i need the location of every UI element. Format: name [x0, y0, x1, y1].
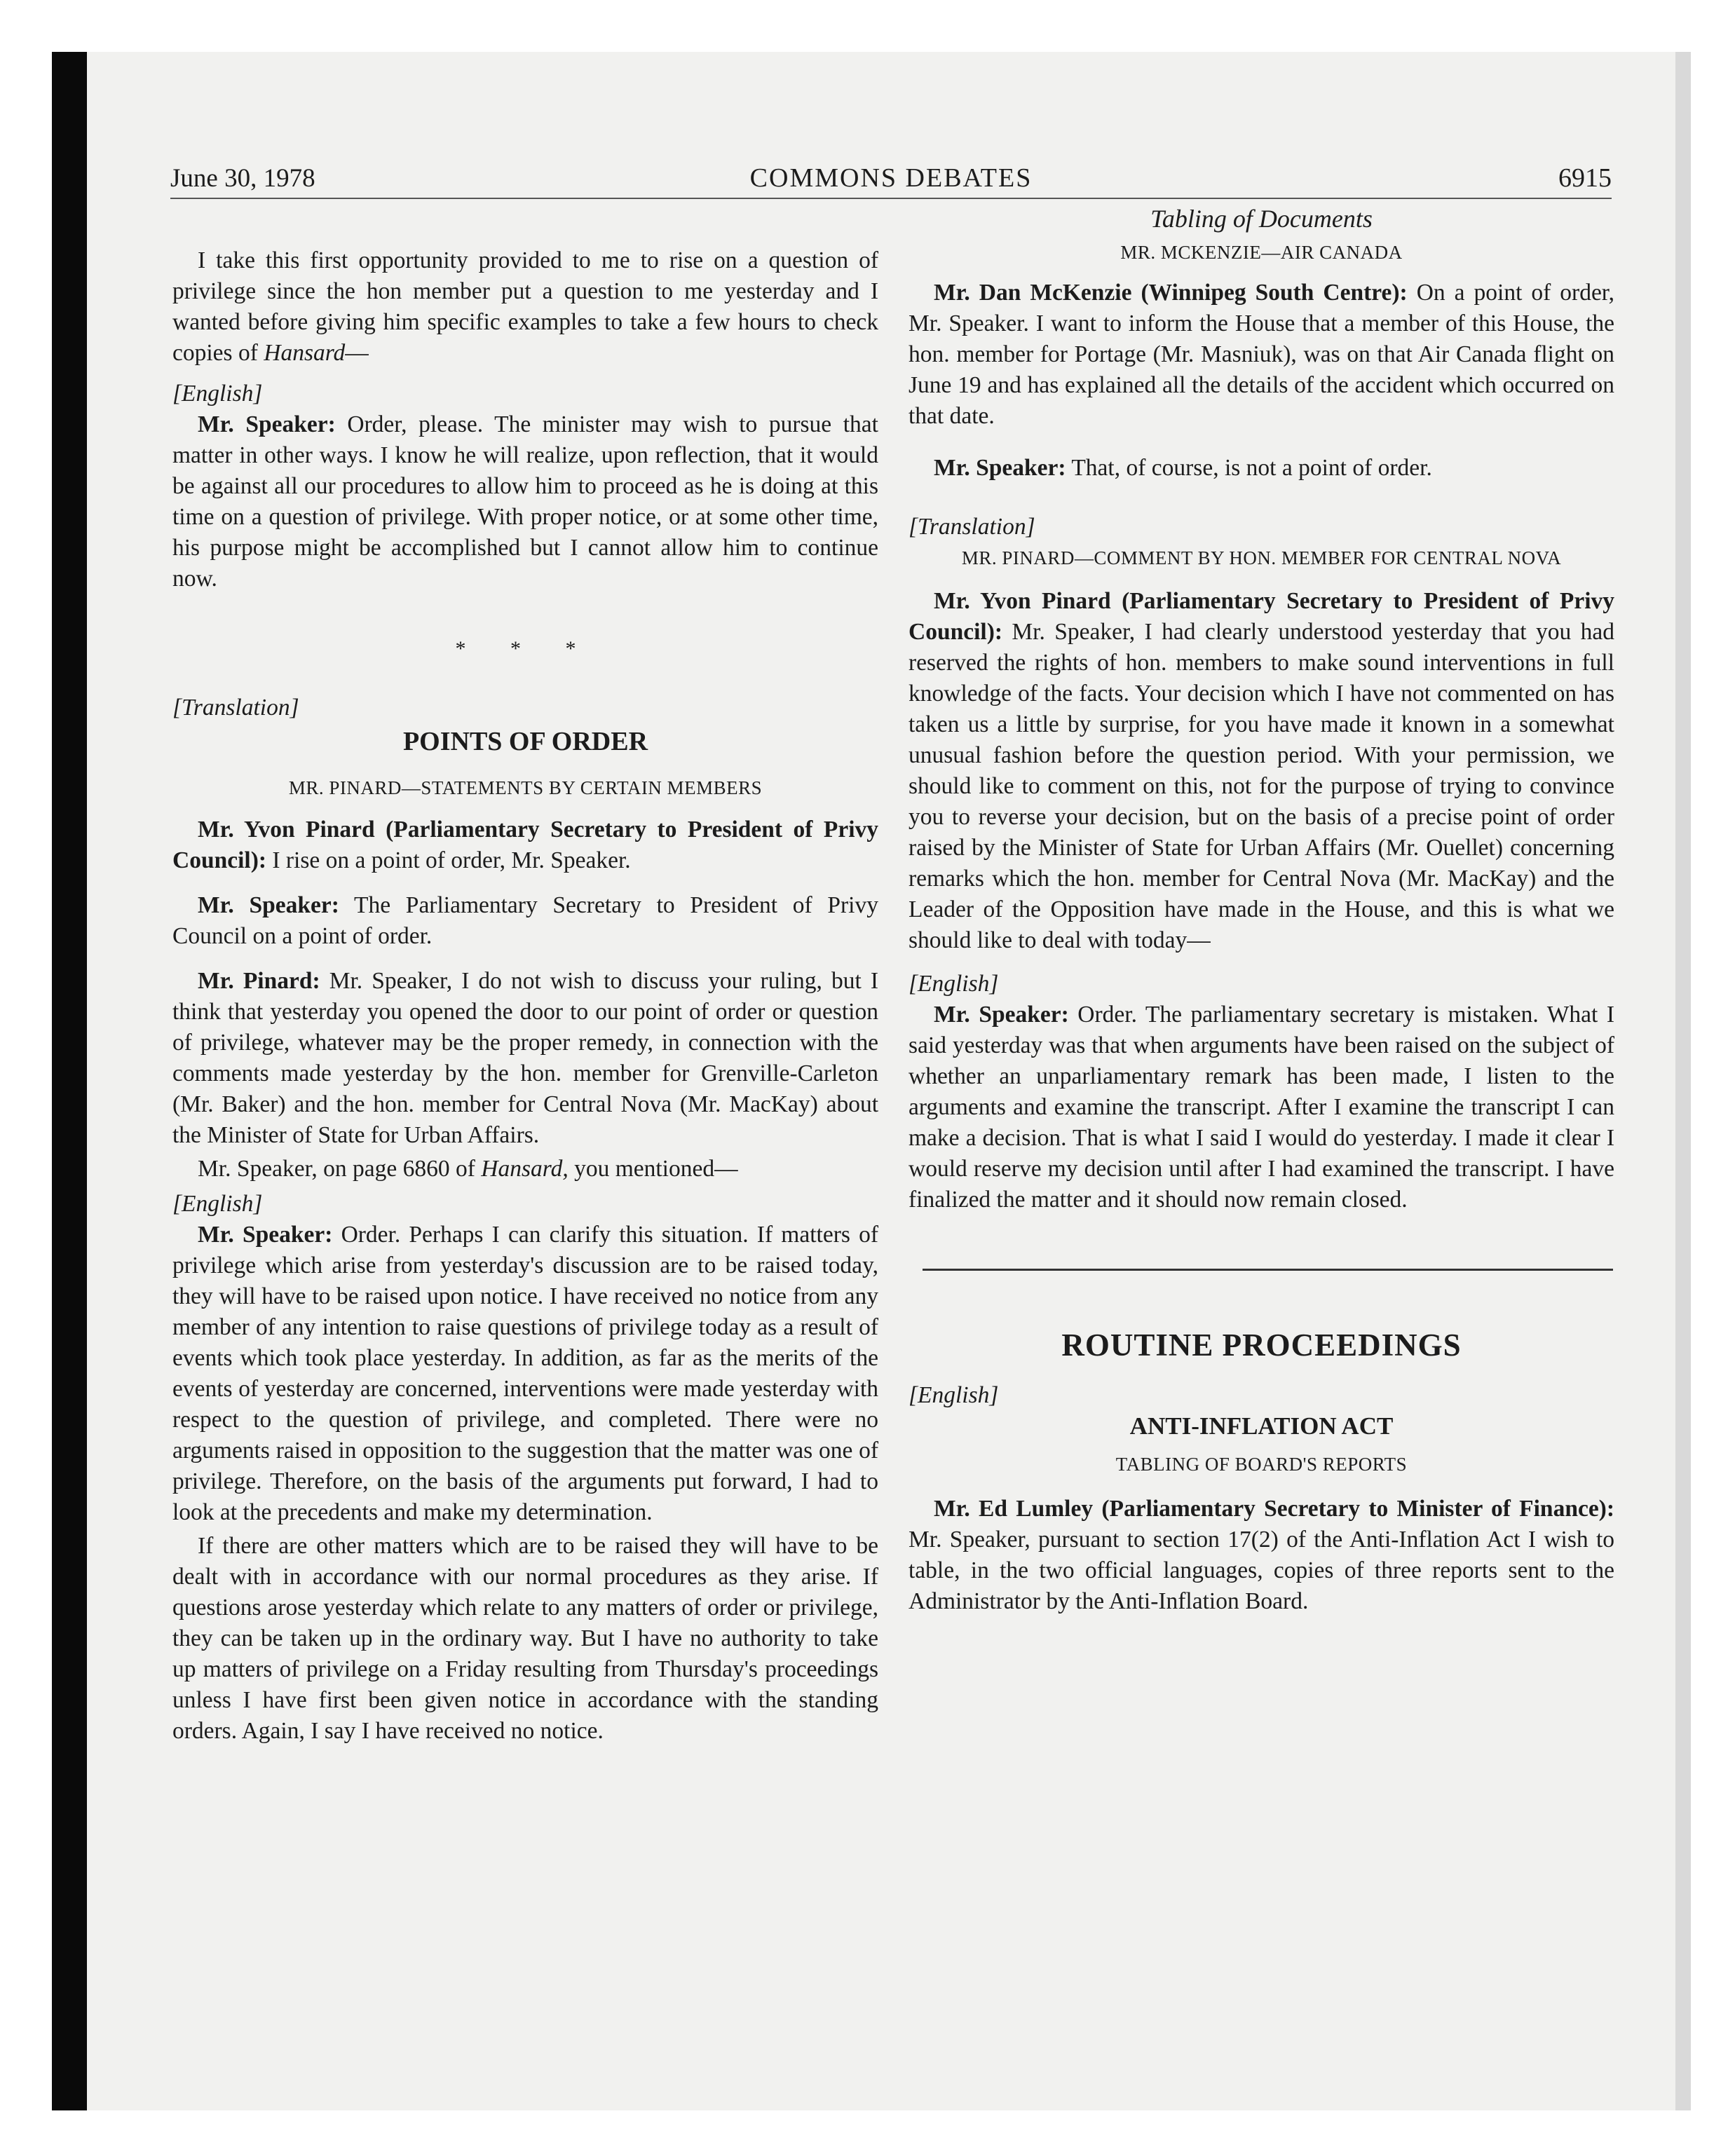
- paragraph: Mr. Speaker: The Parliamentary Secretary to President of Privy Council on a point of order.: [172, 892, 878, 949]
- subsection-heading: MR. PINARD—STATEMENTS BY CERTAIN MEMBERS: [288, 777, 763, 798]
- section-divider-stars: * * *: [455, 637, 596, 660]
- paragraph: Mr. Speaker, on page 6860 of Hansard, you mentioned—: [198, 1156, 738, 1182]
- subsection-heading: MR. MCKENZIE—AIR CANADA: [1120, 242, 1403, 263]
- language-marker: [English]: [909, 1382, 999, 1408]
- speaker-name: Mr. Ed Lumley (Parliamentary Secretary to Minister of Finance):: [934, 1496, 1614, 1522]
- section-heading: ROUTINE PROCEEDINGS: [1061, 1328, 1462, 1363]
- section-heading: POINTS OF ORDER: [402, 727, 648, 756]
- speaker-name: Mr. Speaker:: [934, 1002, 1069, 1028]
- speaker-name: Mr. Speaker:: [198, 892, 339, 918]
- paragraph: Mr. Speaker: Order. Perhaps I can clarify this situation. If matters of privilege which arise from yesterday's discussion are to be raised today, they will have to be raised upon notice. I have received no notice from any member of any intention to raise questions of privilege today as a result of events which took place yesterday. In addition, as far as the merits of the events of yesterday are concerned, interventions were made yesterday with respect to the question of privilege, and completed. There were no arguments raised in opposition to the suggestion that the matter was one of privilege. Therefore, on the basis of the arguments put forward, I had to look at the precedents and make my determination.: [172, 1222, 878, 1525]
- act-heading: ANTI-INFLATION ACT: [1129, 1412, 1394, 1440]
- paragraph: Mr. Yvon Pinard (Parliamentary Secretary to President of Privy Council): Mr. Speaker, I had clearly understood yesterday that you had reserved the rights of hon. members to make sound interventions in full knowledge of the facts. Your decision which I have not commented on has taken us a little by surprise, for you have made it known in a somewhat unusual fashion before the question period. With your permission, we should like to comment on this, not for the purpose of trying to convince you to reverse your decision, but on the basis of a precise point of order raised by the Minister of State for Urban Affairs (Mr. Ouellet) concerning remarks which the hon. member for Central Nova (Mr. MacKay) and the Leader of the Opposition have made in the House, and this is what we should like to deal with today—: [909, 588, 1614, 953]
- language-marker: [English]: [172, 1191, 263, 1217]
- language-marker: [Translation]: [909, 514, 1035, 540]
- subsection-heading: MR. PINARD—COMMENT BY HON. MEMBER FOR CENTRAL NOVA: [961, 547, 1562, 568]
- language-marker: [English]: [909, 971, 999, 997]
- speaker-name: Mr. Yvon Pinard (Parliamentary Secretary to President of Privy Council):: [909, 588, 1614, 645]
- running-header: [170, 158, 1612, 199]
- speaker-name: Mr. Speaker:: [198, 1222, 333, 1248]
- paragraph: Mr. Speaker: Order, please. The minister may wish to pursue that matter in other ways. I know he will realize, upon reflection, that it would be against all our procedures to allow him to proceed as he is doing at this time on a question of privilege. With proper notice, or at some other time, his purpose might be accomplished but I cannot allow him to continue now.: [172, 411, 878, 592]
- paragraph: Mr. Dan McKenzie (Winnipeg South Centre): On a point of order, Mr. Speaker. I want to inform the House that a member of this House, the hon. member for Portage (Mr. Masniuk), was on that Air Canada flight on June 19 and has explained all the details of the accident which occurred on that date.: [909, 280, 1614, 429]
- section-heading: Tabling of Documents: [1150, 205, 1373, 233]
- header-date: June 30, 1978: [170, 164, 315, 193]
- paragraph: Mr. Speaker: Order. The parliamentary secretary is mistaken. What I said yesterday was that when arguments have been raised on the subject of whether an unparliamentary remark has been made, I listen to the arguments and examine the transcript. After I examine the transcript I can make a decision. That is what I said I would do yesterday. I made it clear I would reserve my decision until after I had examined the transcript. I have finalized the matter and it should now remain closed.: [909, 1002, 1614, 1213]
- speaker-name: Mr. Speaker:: [934, 455, 1066, 481]
- paragraph: Mr. Pinard: Mr. Speaker, I do not wish to discuss your ruling, but I think that yesterday you opened the door to our point of order or question of privilege, whatever may be the proper remedy, in connection with the comments made yesterday by the hon. member for Grenville-Carleton (Mr. Baker) and the hon. member for Central Nova (Mr. MacKay) about the Minister of State for Urban Affairs.: [172, 968, 878, 1148]
- scan-border-left: [52, 52, 87, 2110]
- paragraph: Mr. Yvon Pinard (Parliamentary Secretary to President of Privy Council): I rise on a point of order, Mr. Speaker.: [172, 817, 878, 873]
- paragraph: Mr. Ed Lumley (Parliamentary Secretary to Minister of Finance): Mr. Speaker, pursuant to section 17(2) of the Anti-Inflation Act I wish to table, in the two official languages, copies of three reports sent to the Administrator by the Anti-Inflation Board.: [909, 1496, 1614, 1614]
- speaker-name: Mr. Pinard:: [198, 968, 320, 994]
- header-publication: COMMONS DEBATES: [749, 163, 1033, 193]
- scan-border-right: [1675, 52, 1691, 2110]
- paragraph: If there are other matters which are to be raised they will have to be dealt with in accordance with our normal procedures as they arise. If questions arose yesterday which relate to any matters of order or privilege, they can be taken up in the ordinary way. But I have no authority to take up matters of privilege on a Friday resulting from Thursday's proceedings unless I have first been given notice in accordance with the standing orders. Again, I say I have received no notice.: [172, 1533, 878, 1744]
- language-marker: [Translation]: [172, 695, 299, 721]
- right-column: [909, 203, 1614, 1617]
- speaker-name: Mr. Speaker:: [198, 411, 336, 437]
- left-column: [172, 203, 878, 1747]
- paragraph: I take this first opportunity provided to me to rise on a question of privilege since the hon member put a question to me yesterday and I wanted before giving him specific examples to take a few hours to check copies of Hansard—: [172, 247, 878, 366]
- header-page-number: 6915: [1558, 163, 1612, 193]
- paragraph: Mr. Speaker: That, of course, is not a point of order.: [934, 455, 1432, 481]
- language-marker: [English]: [172, 381, 263, 407]
- speaker-name: Mr. Yvon Pinard (Parliamentary Secretary to President of Privy Council):: [172, 817, 878, 873]
- horizontal-rule: [923, 1269, 1613, 1271]
- speaker-name: Mr. Dan McKenzie (Winnipeg South Centre):: [934, 280, 1408, 306]
- subsection-heading: TABLING OF BOARD'S REPORTS: [1115, 1454, 1408, 1475]
